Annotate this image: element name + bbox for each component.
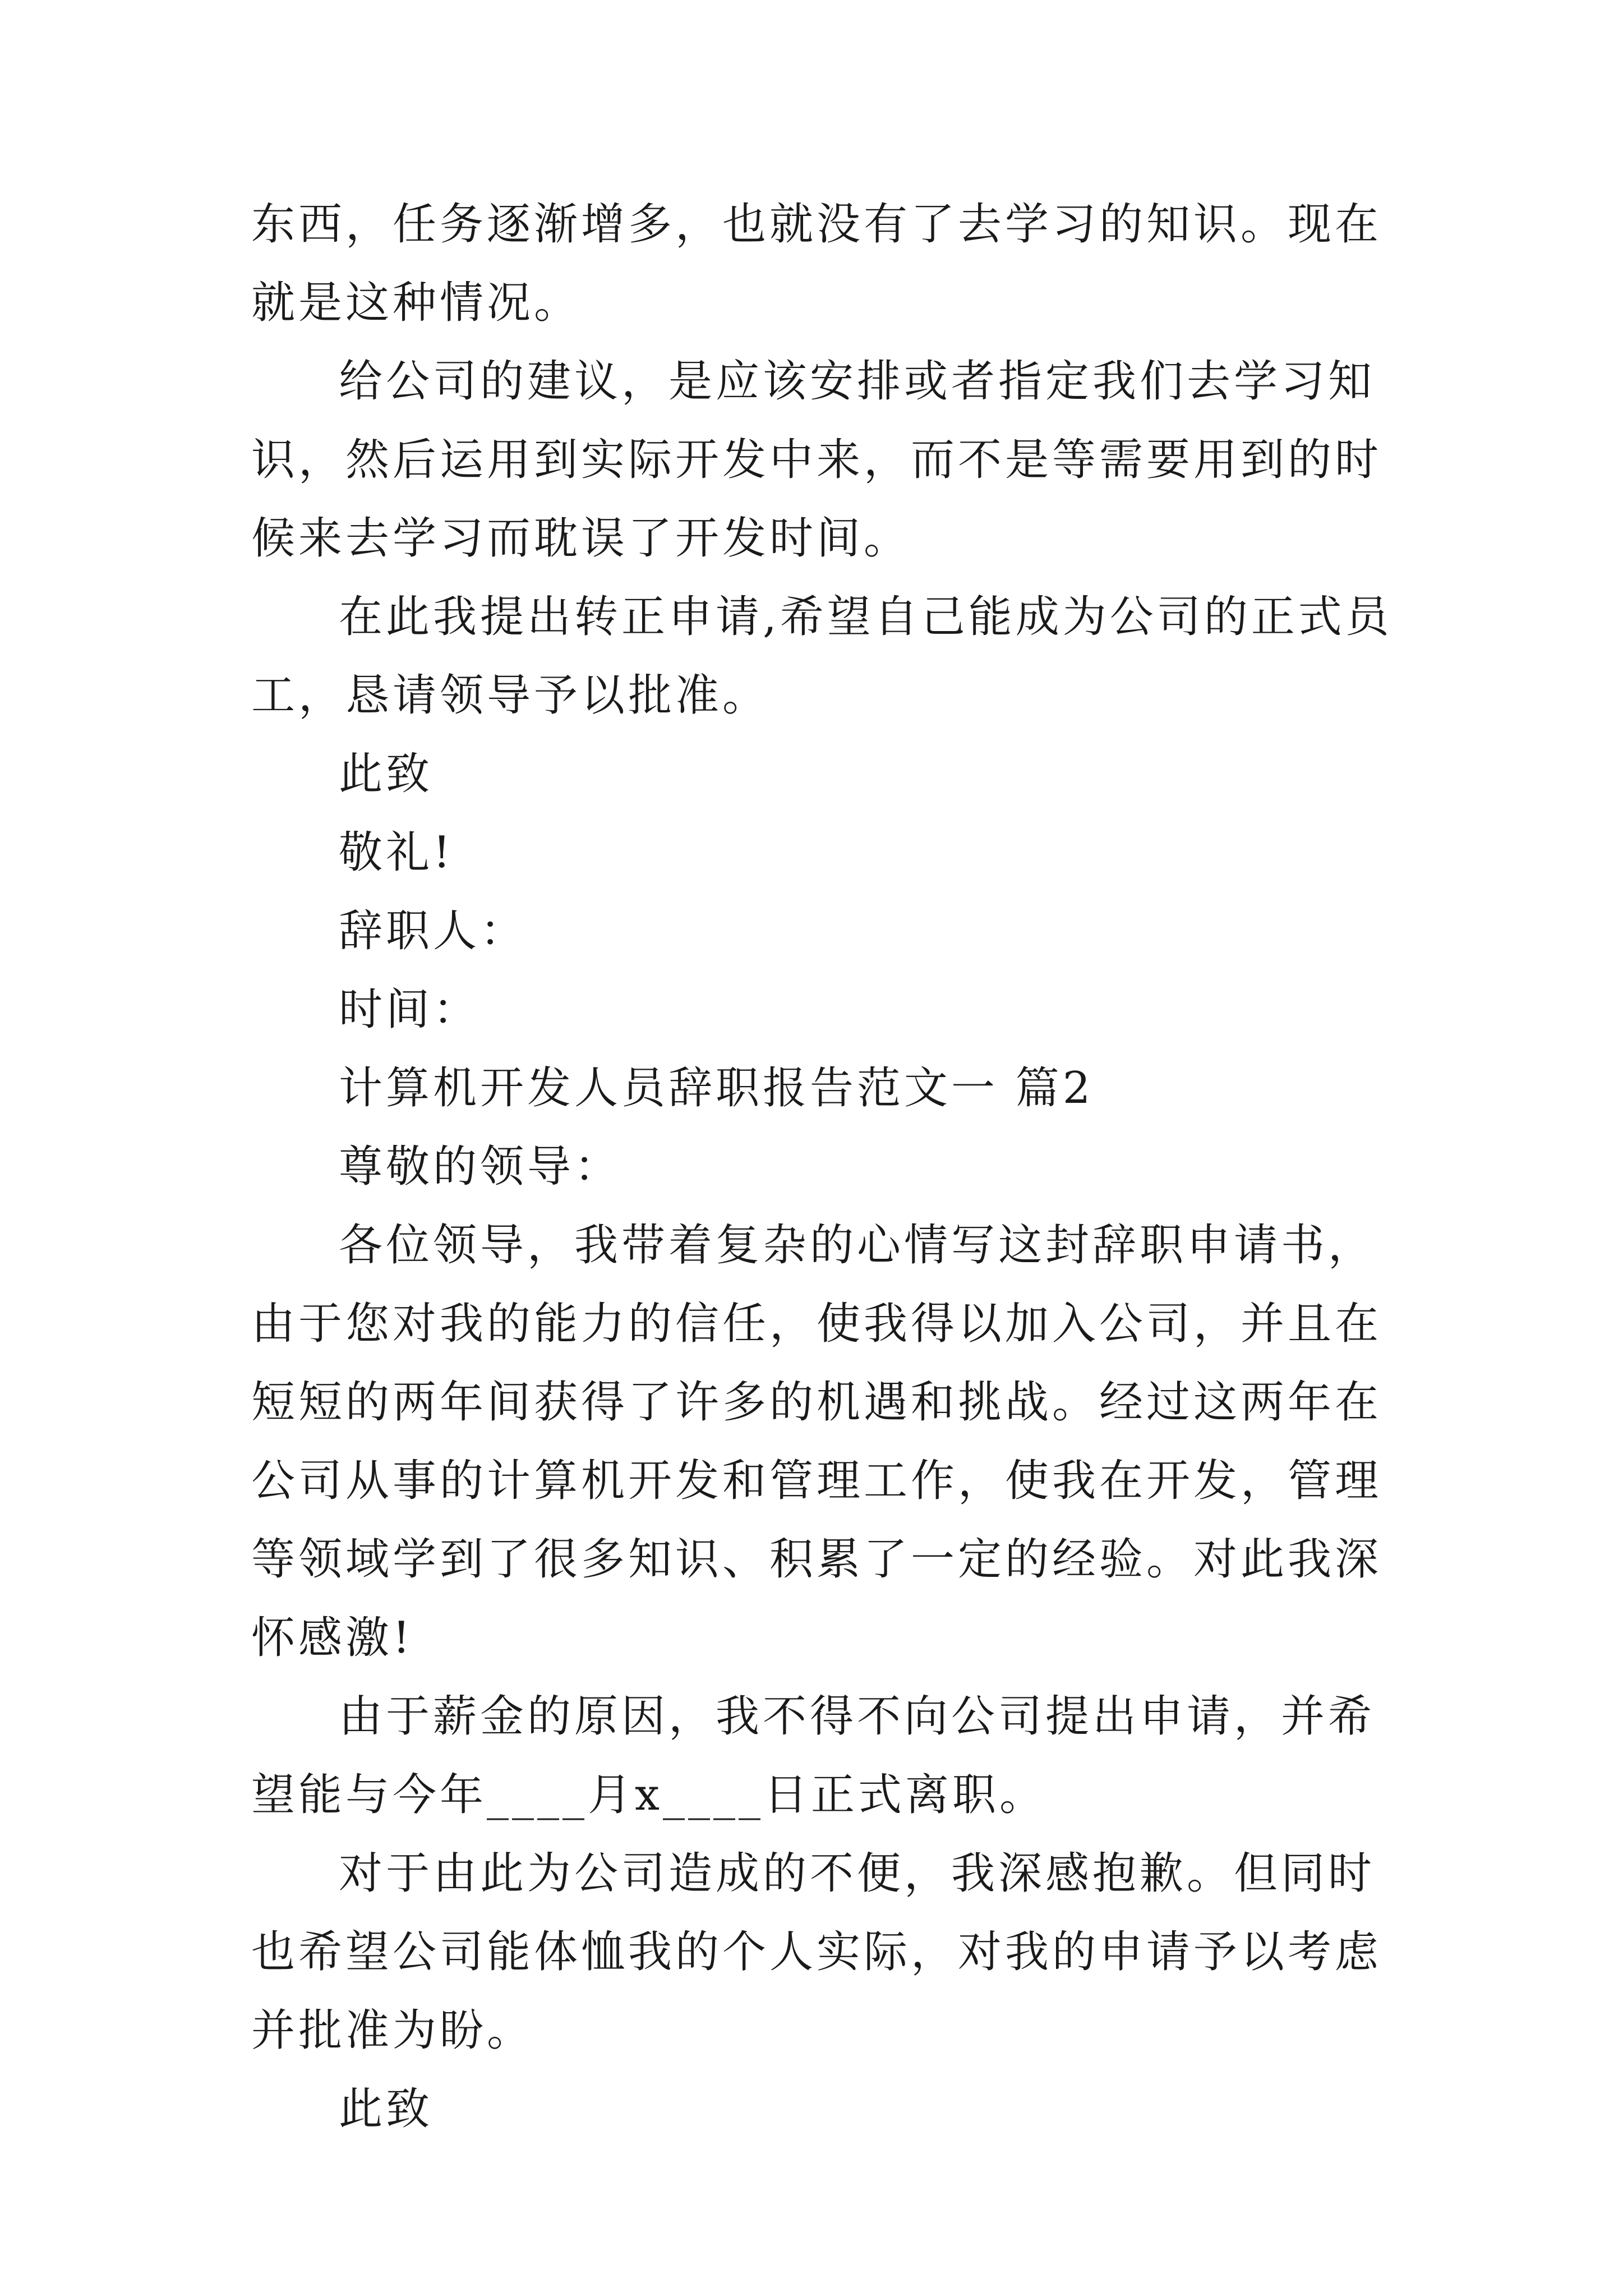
- closing-salutation-2: 此致: [339, 2084, 434, 2134]
- paragraph-reason: 由于薪金的原因，我不得不向公司提出申请，并希望能与今年____月x____日正式离职。: [251, 1691, 1376, 1820]
- greeting: 尊敬的领导：: [339, 1142, 622, 1192]
- date-line: 时间：: [339, 984, 481, 1035]
- paragraph-suggestion: 给公司的建议，是应该安排或者指定我们去学习知识，然后运用到实际开发中来，而不是等需要用到的时候来去学习而耽误了开发时间。: [251, 356, 1382, 564]
- paragraph-intro: 各位领导，我带着复杂的心情写这封辞职申请书，由于您对我的能力的信任，使我得以加入公司，并且在短短的两年间获得了许多的机遇和挑战。经过这两年在公司从事的计算机开发和管理工作，使我在开发，管理等领域学到了很多知识、积累了一定的经验。对此我深怀感激!: [251, 1220, 1382, 1663]
- closing-regards: 敬礼!: [339, 827, 454, 878]
- signature-line: 辞职人：: [339, 906, 528, 956]
- paragraph-continuation: 东西，任务逐渐增多，也就没有了去学习的知识。现在就是这种情况。: [251, 199, 1382, 328]
- document-body: [251, 185, 1395, 2148]
- section-heading: 计算机开发人员辞职报告范文一 篇2: [339, 1063, 1094, 1114]
- closing-salutation: 此致: [339, 749, 434, 799]
- paragraph-request: 在此我提出转正申请,希望自己能成为公司的正式员工，恳请领导予以批准。: [251, 592, 1393, 721]
- paragraph-apology: 对于由此为公司造成的不便，我深感抱歉。但同时也希望公司能体恤我的个人实际，对我的申请予以考虑并批准为盼。: [251, 1848, 1382, 2056]
